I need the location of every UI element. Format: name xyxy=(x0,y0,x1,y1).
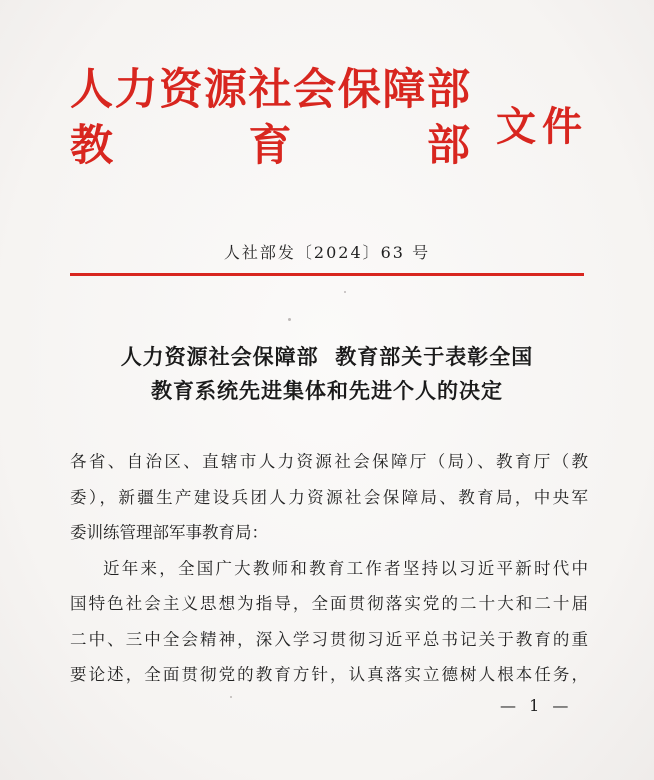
issuer-char: 障 xyxy=(382,65,426,115)
body-paragraph xyxy=(70,551,588,693)
document-title xyxy=(0,340,654,408)
paragraph-line: 近年来，全国广大教师和教育工作者坚持以习近平新时代中 xyxy=(103,558,588,578)
document-word: 文件 xyxy=(496,103,588,150)
document-number: 人社部发〔2024〕63 号 xyxy=(223,243,431,262)
issuer-char: 会 xyxy=(293,65,337,115)
issuer-char: 育 xyxy=(248,121,292,171)
issuer-line-hrss xyxy=(70,62,470,118)
paragraph-line: 二中、三中全会精神，深入学习贯彻习近平总书记关于教育的重 xyxy=(70,629,588,649)
addressee-line: 各省、自治区、直辖市人力资源社会保障厅（局）、教育厅（教 xyxy=(70,452,588,471)
scan-speck xyxy=(230,696,232,698)
issuer-char: 保 xyxy=(337,65,381,115)
addressee-line: 委训练管理部军事教育局： xyxy=(70,523,268,542)
red-divider xyxy=(70,273,584,276)
paragraph-line: 国特色社会主义思想为指导，全面贯彻落实党的二十大和二十届 xyxy=(70,594,588,613)
issuer-char: 部 xyxy=(427,121,470,171)
scan-speck xyxy=(344,291,346,293)
page-number: — 1 — xyxy=(500,696,573,715)
scan-speck xyxy=(288,318,291,321)
issuer-char: 部 xyxy=(427,65,470,115)
title-line-2: 教育系统先进集体和先进个人的决定 xyxy=(151,378,503,403)
issuer-block xyxy=(70,62,470,174)
addressee-line: 委），新疆生产建设兵团人力资源社会保障局、教育局，中央军 xyxy=(70,487,588,507)
issuer-char: 源 xyxy=(203,65,247,115)
issuer-char: 资 xyxy=(159,65,203,115)
paragraph-line: 要论述，全面贯彻党的教育方针，认真落实立德树人根本任务， xyxy=(70,665,588,684)
issuer-char: 力 xyxy=(114,65,158,115)
issuer-char: 社 xyxy=(248,65,292,115)
title-line-1: 人力资源社会保障部 教育部关于表彰全国 xyxy=(120,344,534,369)
document-body xyxy=(70,444,588,693)
issuer-char: 人 xyxy=(70,65,113,115)
addressee xyxy=(70,444,588,551)
issuer-line-moe xyxy=(70,118,470,174)
issuer-char: 教 xyxy=(70,121,113,171)
